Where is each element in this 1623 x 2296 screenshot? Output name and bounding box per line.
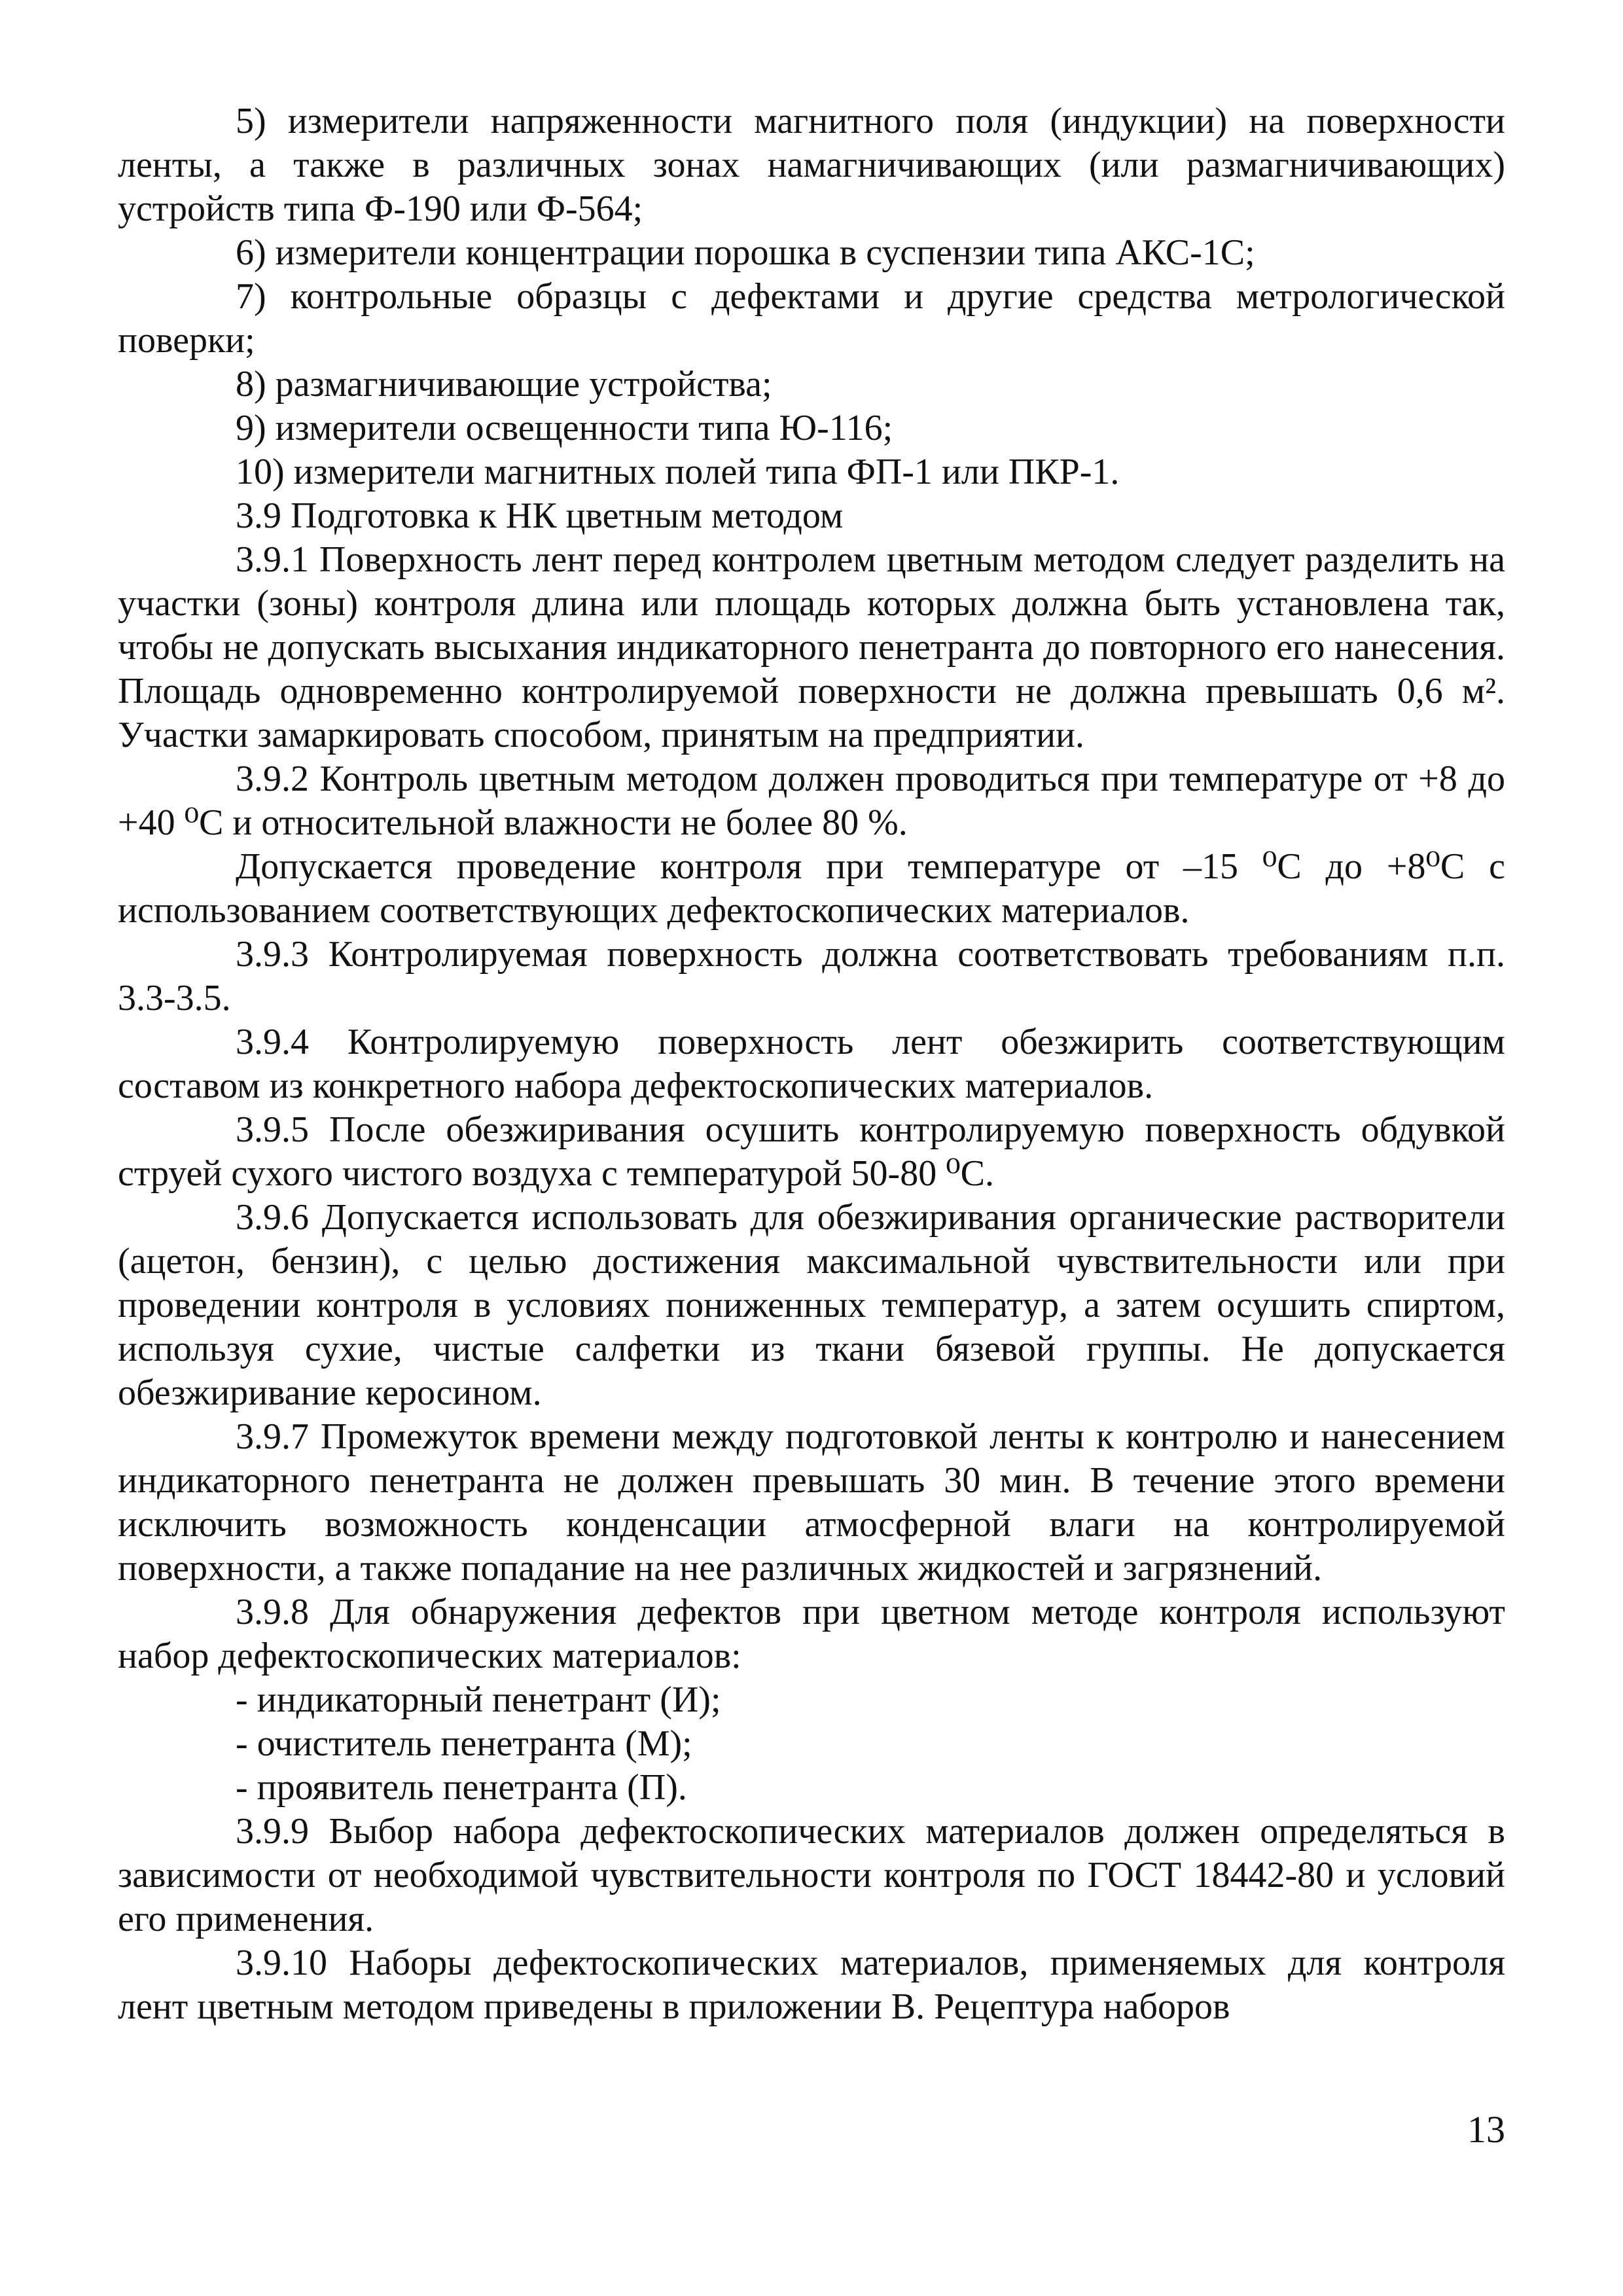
paragraph-3-9-10: 3.9.10 Наборы дефектоскопических материалов, применяемых для контроля лент цветным методом приведены в приложении В. Рецептура наборов: [118, 1943, 1505, 2027]
paragraph-list-item-7: 7) контрольные образцы с дефектами и другие средства метрологической поверки;: [118, 276, 1505, 361]
paragraph-3-9-7: 3.9.7 Промежуток времени между подготовкой ленты к контролю и нанесением индикаторного пенетранта не должен превышать 30 мин. В течение этого времени исключить возможность конденсации атмосферной влаги на контролируемой поверхности, а также попадание на нее различных жидкостей и загрязнений.: [118, 1416, 1505, 1588]
paragraph-3-9-1: 3.9.1 Поверхность лент перед контролем цветным методом следует разделить на участки (зоны) контроля длина или площадь которых должна быть установлена так, чтобы не допускать высыхания индикаторного пенетранта до повторного его нанесения. Площадь одновременно контролируемой поверхности не должна превышать 0,6 м². Участки замаркировать способом, принятым на предприятии.: [118, 539, 1505, 755]
paragraph-3-9-4: 3.9.4 Контролируемую поверхность лент обезжирить соответствующим составом из конкретного набора дефектоскопических материалов.: [118, 1022, 1505, 1106]
paragraph-3-9-3: 3.9.3 Контролируемая поверхность должна соответствовать требованиям п.п. 3.3-3.5.: [118, 934, 1505, 1018]
paragraph-3-9-8: 3.9.8 Для обнаружения дефектов при цветном методе контроля используют набор дефектоскопических материалов:: [118, 1592, 1505, 1676]
paragraph-list-item-8: 8) размагничивающие устройства;: [236, 364, 772, 404]
list-item-cleaner: - очиститель пенетранта (М);: [236, 1723, 692, 1764]
document-body: [118, 99, 1505, 2029]
paragraph-3-9-6: 3.9.6 Допускается использовать для обезжиривания органические растворители (ацетон, бензин), с целью достижения максимальной чувствительности или при проведении контроля в условиях пониженных температур, а затем осушить спиртом, используя сухие, чистые салфетки из ткани бязевой группы. Не допускается обезжиривание керосином.: [118, 1197, 1505, 1413]
paragraph-3-9-9: 3.9.9 Выбор набора дефектоскопических материалов должен определяться в зависимости от необходимой чувствительности контроля по ГОСТ 18442-80 и условий его применения.: [118, 1811, 1505, 1939]
page-number: 13: [1467, 2108, 1505, 2151]
paragraph-3-9-5: 3.9.5 После обезжиривания осушить контролируемую поверхность обдувкой струей сухого чистого воздуха с температурой 50-80 ⁰С.: [118, 1109, 1505, 1194]
paragraph-3-9-2: 3.9.2 Контроль цветным методом должен проводиться при температуре от +8 до +40 ⁰С и относительной влажности не более 80 %.: [118, 759, 1505, 843]
section-heading-3-9: 3.9 Подготовка к НК цветным методом: [236, 495, 844, 536]
paragraph-list-item-5: 5) измерители напряженности магнитного поля (индукции) на поверхности ленты, а также в различных зонах намагничивающих (или размагничивающих) устройств типа Ф-190 или Ф-564;: [118, 101, 1505, 229]
list-item-penetrant: - индикаторный пенетрант (И);: [236, 1679, 721, 1720]
paragraph-list-item-9: 9) измерители освещенности типа Ю-116;: [236, 408, 893, 448]
paragraph-3-9-2-note: Допускается проведение контроля при температуре от –15 ⁰С до +8⁰С с использованием соответствующих дефектоскопических материалов.: [118, 846, 1505, 931]
paragraph-list-item-6: 6) измерители концентрации порошка в суспензии типа АКС-1С;: [236, 232, 1255, 273]
paragraph-list-item-10: 10) измерители магнитных полей типа ФП-1 или ПКР-1.: [236, 452, 1120, 492]
list-item-developer: - проявитель пенетранта (П).: [236, 1767, 687, 1808]
